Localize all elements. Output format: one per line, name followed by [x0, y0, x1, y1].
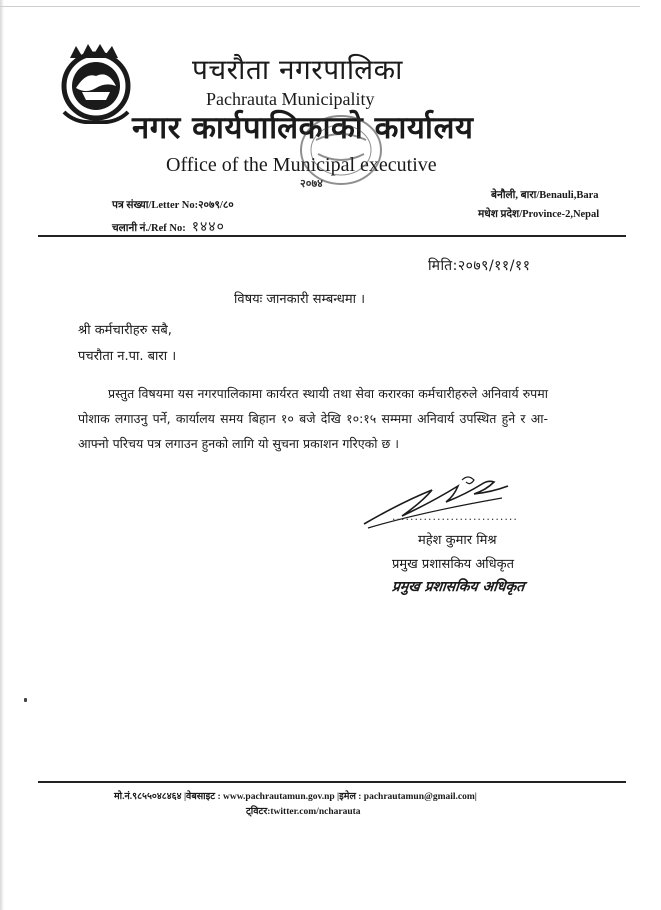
letter-body: प्रस्तुत विषयमा यस नगरपालिकामा कार्यरत स्थायी तथा सेवा करारका कर्मचारीहरुले अनिवार्य रुपमा पोशाक लगाउनु पर्ने, कार्यालय समय बिहान १० बजे देखि १०:१५ सम्ममा अनिवार्य उपस्थित हुने र आ-आफ्नो परिचय पत्र लगाउन हुनको लागि यो सुचना प्रकाशन गरिएको छ । [78, 386, 548, 451]
reference-number [112, 217, 225, 236]
signatory-name: महेश कुमार मिश्र [418, 533, 497, 548]
recipient-line-1: श्री कर्मचारीहरु सबै, [78, 323, 172, 338]
recipient-line-2: पचरौता न.पा. बारा । [78, 349, 177, 364]
signatory-title-stamp: प्रमुख प्रशासकिय अधिकृत [391, 579, 526, 595]
footer-contact-line: मो.नं.९८५५०४८४६४ |वेबसाइट : www.pachrautamun.gov.np |इमेल : pachrautamun@gmail.com| [114, 792, 477, 802]
footer-divider [38, 781, 626, 783]
footer-twitter-line: ट्विटर:twitter.com/ncharauta [246, 807, 361, 817]
signatory-title: प्रमुख प्रशासकिय अधिकृत [392, 557, 515, 572]
letter-subject: विषयः जानकारी सम्बन्धमा । [234, 292, 366, 307]
ref-no-label: चलानी नं./Ref No: [112, 223, 186, 234]
office-title-english: Office of the Municipal executive [166, 154, 437, 176]
header-divider [38, 235, 626, 237]
letter-number: पत्र संख्या/Letter No:२०७९/८० [112, 200, 234, 211]
scan-speck [24, 698, 27, 702]
handwritten-signature-icon [362, 472, 512, 532]
office-title-nepali: नगर कार्यपालिकाको कार्यालय [132, 110, 474, 146]
municipality-title-nepali: पचरौता नगरपालिका [192, 53, 403, 86]
letter-date: मिति:२०७९/११/११ [428, 258, 531, 274]
signature-dotted-line: ............................ [392, 510, 518, 523]
address-line-1: बेनौली, बारा/Benauli,Bara [491, 190, 599, 201]
scan-edge-shadow [0, 0, 4, 910]
nepal-emblem-icon [56, 42, 136, 124]
ref-no-value: १४४० [191, 219, 225, 235]
municipality-title-english: Pachrauta Municipality [206, 89, 375, 109]
top-scan-line [0, 6, 640, 7]
seal-year: २०७४ [300, 177, 323, 190]
address-line-2: मधेश प्रदेश/Province-2,Nepal [478, 209, 600, 220]
